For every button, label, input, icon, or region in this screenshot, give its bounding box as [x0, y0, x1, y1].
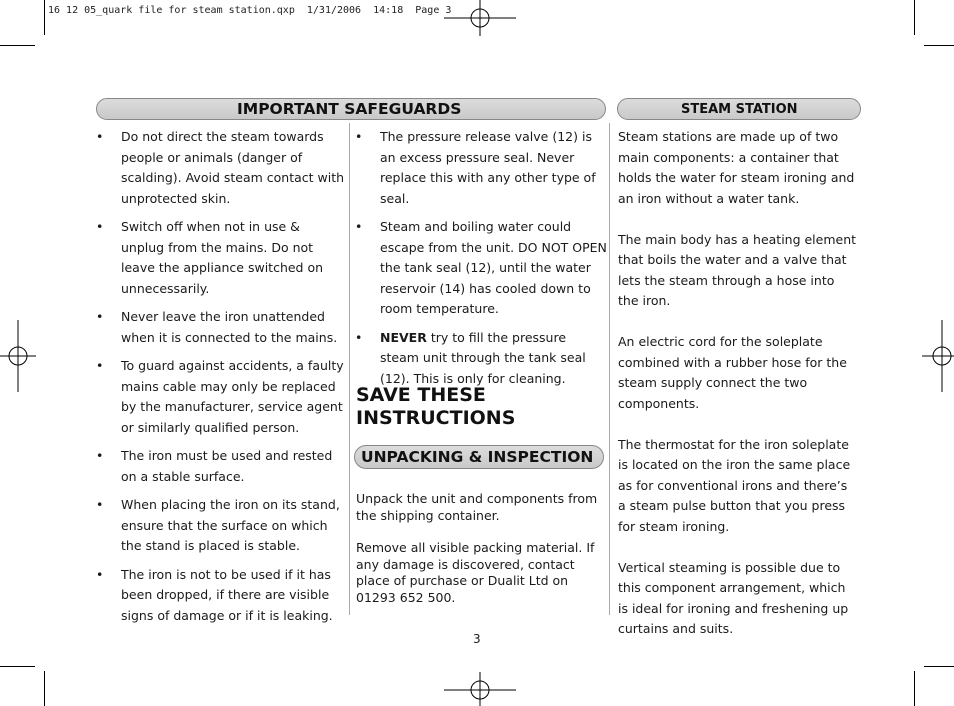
crop-mark [914, 671, 915, 706]
crop-mark [44, 671, 45, 706]
steam-station-header [617, 98, 861, 120]
bullet-icon: • [96, 309, 104, 324]
bullet-icon: • [96, 129, 104, 144]
list-item: • The iron must be used and rested on a stable surface. [96, 448, 333, 484]
bullet-icon: • [96, 219, 104, 234]
unpacking-inspection-header [354, 445, 604, 469]
important-safeguards-header [96, 98, 606, 120]
list-item: • Steam and boiling water could escape from the unit. DO NOT OPEN the tank seal (12), until the water reservoir (14) has cooled down to room temperature. [355, 219, 607, 316]
bullet-icon: • [355, 329, 363, 345]
bullet-icon: • [96, 358, 104, 373]
section-title: STEAM STATION [681, 102, 798, 117]
crop-mark [44, 0, 45, 35]
bullet-icon: • [96, 497, 104, 512]
paragraph: The main body has a heating element that boils the water and a valve that lets the steam through a hose into the iron. [618, 231, 857, 308]
column-divider [349, 123, 350, 615]
section-title: IMPORTANT SAFEGUARDS [237, 100, 462, 118]
crop-mark [0, 666, 35, 667]
pressure-list [355, 127, 607, 397]
bullet-icon: • [96, 566, 104, 582]
bullet-icon: • [355, 219, 363, 234]
steam-station-text [618, 127, 858, 660]
registration-mark-icon [444, 672, 516, 706]
list-item: • Switch off when not in use & unplug from the mains. Do not leave the appliance switched on unnecessarily. [96, 219, 324, 296]
paragraph: Steam stations are made up of two main components: a container that holds the water for steam ironing and an iron without a water tank. [618, 129, 855, 206]
section-title: UNPACKING & INSPECTION [361, 448, 594, 466]
bullet-icon: • [355, 129, 363, 144]
paragraph: Remove all visible packing material. If any damage is discovered, contact place of purchase or Dualit Ltd on 01293 652 500. [356, 540, 595, 605]
list-item: • The pressure release valve (12) is an excess pressure seal. Never replace this with any other type of seal. [355, 129, 596, 206]
never-emphasis: NEVER [380, 329, 427, 345]
list-item: • Do not direct the steam towards people or animals (danger of scalding). Avoid steam contact with unprotected skin. [96, 129, 345, 206]
crop-mark [924, 666, 954, 667]
paragraph: Vertical steaming is possible due to this component arrangement, which is ideal for ironing and freshening up curtains and suits. [618, 559, 849, 636]
bullet-icon: • [96, 448, 104, 463]
crop-mark [0, 45, 35, 46]
save-instructions-heading: SAVE THESE INSTRUCTIONS [356, 384, 516, 429]
safeguards-list [96, 127, 346, 634]
registration-mark-icon [444, 0, 516, 36]
paragraph: Unpack the unit and components from the shipping container. [356, 491, 598, 523]
crop-mark [924, 45, 954, 46]
paragraph: An electric cord for the soleplate combined with a rubber hose for the steam supply connect the two components. [618, 334, 847, 411]
list-item: • Never leave the iron unattended when it is connected to the mains. [96, 309, 338, 345]
list-item: • The iron is not to be used if it has been dropped, if there are visible signs of damage or if it is leaking. [96, 566, 333, 623]
registration-mark-icon [922, 320, 954, 392]
print-slug: 16 12 05_quark file for steam station.qxp 1/31/2006 14:18 Page 3 [48, 5, 452, 16]
list-item: • To guard against accidents, a faulty mains cable may only be replaced by the manufacturer, service agent or similarly qualified person. [96, 358, 344, 435]
unpacking-text [356, 491, 610, 622]
crop-mark [914, 0, 915, 35]
registration-mark-icon [0, 320, 36, 392]
list-item: • When placing the iron on its stand, ensure that the surface on which the stand is placed is stable. [96, 497, 340, 553]
list-item: • NEVER try to fill the pressure steam unit through the tank seal (12). This is only for cleaning. [355, 329, 586, 386]
page-number: 3 [473, 632, 481, 646]
paragraph: The thermostat for the iron soleplate is located on the iron the same place as for conventional irons and there’s a steam pulse button that you press for steam ironing. [618, 436, 851, 534]
